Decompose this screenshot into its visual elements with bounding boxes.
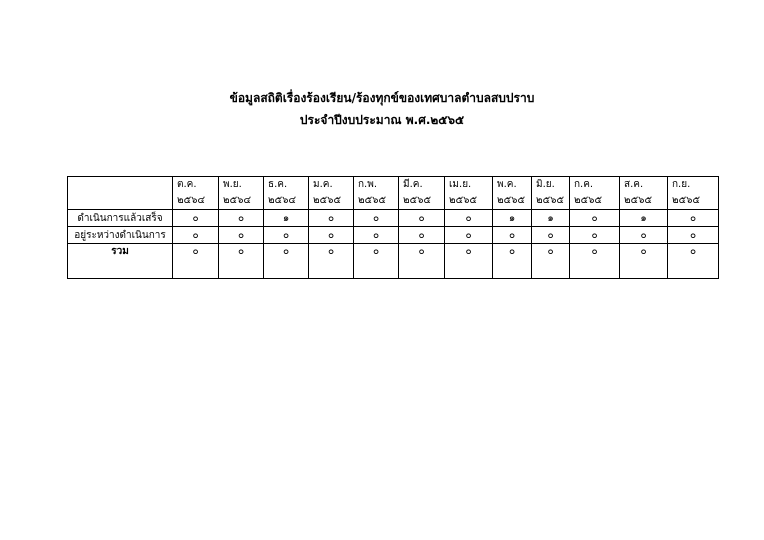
month-label: พ.ย. — [223, 179, 242, 190]
table-cell: ๐ — [309, 227, 354, 244]
month-header — [399, 177, 445, 210]
table-cell: ๐ — [354, 244, 399, 279]
table-cell: ๐ — [399, 244, 445, 279]
table-row-total — [68, 244, 719, 279]
table-cell: ๐ — [173, 210, 219, 227]
table-cell: ๐ — [493, 227, 532, 244]
table-cell: ๐ — [668, 244, 719, 279]
table-cell: ๐ — [570, 244, 620, 279]
year-label: ๒๕๖๔ — [223, 195, 252, 206]
month-header — [219, 177, 264, 210]
table-cell: ๐ — [219, 244, 264, 279]
table-cell: ๐ — [354, 210, 399, 227]
month-header — [173, 177, 219, 210]
table-cell: ๐ — [219, 227, 264, 244]
table-cell: ๐ — [173, 227, 219, 244]
row-label: ดำเนินการแล้วเสร็จ — [68, 210, 173, 227]
header-corner-cell — [68, 177, 173, 210]
table-cell: ๐ — [445, 210, 493, 227]
table-row-completed — [68, 210, 719, 227]
year-label: ๒๕๖๕ — [536, 195, 565, 206]
year-label: ๒๕๖๕ — [403, 195, 432, 206]
table-cell: ๐ — [570, 210, 620, 227]
table-cell: ๐ — [173, 244, 219, 279]
page-title: ข้อมูลสถิติเรื่องร้องเรียน/ร้องทุกข์ของเทศบาลตำบลสบปราบ — [229, 91, 535, 105]
year-label: ๒๕๖๕ — [358, 195, 387, 206]
month-label: ก.ค. — [574, 179, 594, 190]
row-label: รวม — [68, 244, 173, 279]
table-cell: ๐ — [668, 210, 719, 227]
year-label: ๒๕๖๔ — [177, 195, 206, 206]
table-cell: ๑ — [532, 210, 570, 227]
table-cell: ๐ — [219, 210, 264, 227]
table-cell: ๐ — [309, 210, 354, 227]
year-label: ๒๕๖๕ — [672, 195, 701, 206]
table-cell: ๑ — [493, 210, 532, 227]
year-label: ๒๕๖๕ — [449, 195, 478, 206]
month-header — [532, 177, 570, 210]
table-cell: ๐ — [399, 210, 445, 227]
page-subtitle: ประจำปีงบประมาณ พ.ศ.๒๕๖๕ — [299, 113, 465, 127]
table-cell: ๐ — [399, 227, 445, 244]
month-header — [354, 177, 399, 210]
year-label: ๒๕๖๕ — [624, 195, 653, 206]
month-label: มิ.ย. — [536, 179, 555, 190]
month-header — [493, 177, 532, 210]
month-header — [668, 177, 719, 210]
month-label: มี.ค. — [403, 179, 423, 190]
month-label: ธ.ค. — [268, 179, 288, 190]
month-label: พ.ค. — [497, 179, 517, 190]
table-cell: ๐ — [532, 244, 570, 279]
table-cell: ๐ — [668, 227, 719, 244]
month-header — [570, 177, 620, 210]
month-label: ม.ค. — [313, 179, 333, 190]
month-label: ก.ย. — [672, 179, 691, 190]
row-label: อยู่ระหว่างดำเนินการ — [68, 227, 173, 244]
table-cell: ๑ — [620, 210, 668, 227]
table-cell: ๐ — [620, 227, 668, 244]
year-label: ๒๕๖๔ — [268, 195, 297, 206]
table-cell: ๐ — [570, 227, 620, 244]
year-label: ๒๕๖๕ — [574, 195, 603, 206]
table-cell: ๐ — [620, 244, 668, 279]
table-cell: ๐ — [493, 244, 532, 279]
month-header — [309, 177, 354, 210]
month-header — [620, 177, 668, 210]
month-label: ต.ค. — [177, 179, 197, 190]
table-cell: ๐ — [264, 227, 309, 244]
year-label: ๒๕๖๕ — [497, 195, 526, 206]
month-label: ส.ค. — [624, 179, 644, 190]
table-cell: ๐ — [354, 227, 399, 244]
month-label: ก.พ. — [358, 179, 378, 190]
table-cell: ๑ — [264, 210, 309, 227]
table-cell: ๐ — [445, 244, 493, 279]
table-row-in-progress — [68, 227, 719, 244]
table-cell: ๐ — [532, 227, 570, 244]
month-header — [445, 177, 493, 210]
year-label: ๒๕๖๕ — [313, 195, 342, 206]
table-cell: ๐ — [445, 227, 493, 244]
table-cell: ๐ — [264, 244, 309, 279]
table-cell: ๐ — [309, 244, 354, 279]
complaint-stats-table — [67, 176, 719, 279]
month-label: เม.ย. — [449, 179, 472, 190]
table-header-row — [68, 177, 719, 210]
month-header — [264, 177, 309, 210]
